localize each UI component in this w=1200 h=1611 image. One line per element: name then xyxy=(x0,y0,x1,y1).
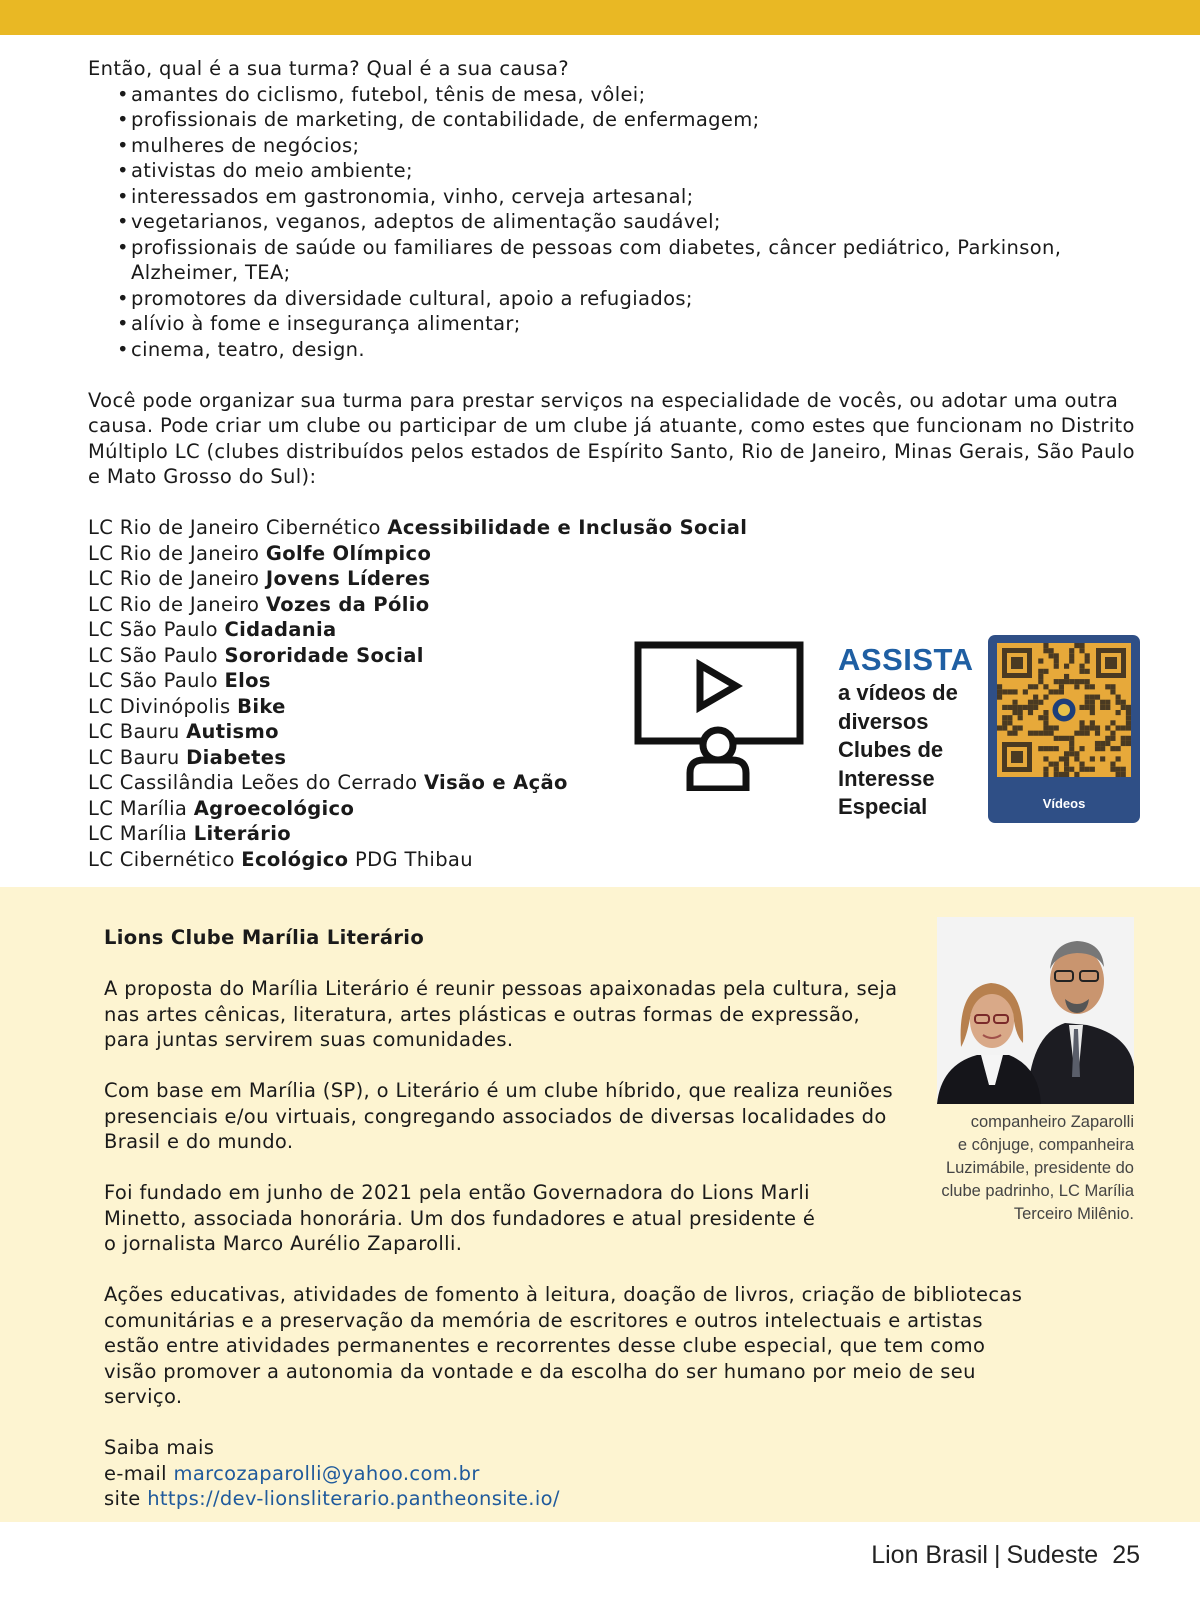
email-label: e-mail xyxy=(104,1461,167,1485)
club-location: LC São Paulo xyxy=(88,618,218,641)
photo-caption xyxy=(900,1111,1134,1226)
feature-paragraph: A proposta do Marília Literário é reunir pessoas apaixonadas pela cultura, seja nas artes cênicas, literatura, artes plásticas e outras formas de expressão, para juntas servirem suas comunidades. xyxy=(104,977,898,1051)
club-specialty: Diabetes xyxy=(186,745,287,769)
saiba-mais: Saiba mais xyxy=(104,1436,215,1459)
region-name: Sudeste xyxy=(1006,1541,1099,1569)
club-specialty: Vozes da Pólio xyxy=(265,592,430,616)
club-specialty: Bike xyxy=(237,694,286,718)
cause-item: • cinema, teatro, design. xyxy=(88,337,1148,363)
footer-separator: | xyxy=(993,1541,1001,1569)
organize-paragraph: Você pode organizar sua turma para prestar serviços na especialidade de vocês, ou adotar uma outra causa. Pode criar um clube ou participar de um clube já atuante, como estes que funcionam no Distrito Múltiplo LC (clubes distribuídos pelos estados de Espírito Santo, Rio de Janeiro, Minas Gerais, São Paulo e Mato Grosso do Sul): xyxy=(88,388,1135,488)
magazine-name: Lion Brasil xyxy=(871,1541,988,1569)
cause-item: • ativistas do meio ambiente; xyxy=(88,158,1148,184)
club-specialty: Golfe Olímpico xyxy=(265,541,432,565)
club-item xyxy=(88,515,1148,541)
assista-line: Especial xyxy=(838,794,928,819)
caption-line: clube padrinho, LC Marília xyxy=(941,1182,1134,1200)
club-location: LC Marília xyxy=(88,822,188,845)
club-specialty: Visão e Ação xyxy=(423,771,568,794)
club-item xyxy=(88,566,1148,592)
cause-item: • mulheres de negócios; xyxy=(88,133,1148,159)
assista-line: Interesse xyxy=(838,765,935,791)
club-location: LC Rio de Janeiro xyxy=(88,567,260,590)
club-location: LC Bauru xyxy=(88,720,180,743)
club-location: LC Bauru xyxy=(88,745,180,769)
club-item xyxy=(88,592,1148,618)
video-person-icon xyxy=(634,641,810,791)
club-location: LC Cassilândia Leões do Cerrado xyxy=(88,771,418,794)
club-specialty: Elos xyxy=(224,669,271,692)
intro-question: Então, qual é a sua turma? Qual é a sua causa? xyxy=(88,57,569,80)
feature-paragraph: Com base em Marília (SP), o Literário é um clube híbrido, que realiza reuniões presenciais e/ou virtuais, congregando associados de diversas localidades do Brasil e do mundo. xyxy=(104,1079,894,1153)
site-link[interactable]: https://dev-lionsliterario.pantheonsite.io/ xyxy=(147,1487,560,1510)
club-item xyxy=(88,847,1148,873)
qr-label: Vídeos xyxy=(1042,796,1086,811)
cause-item: • profissionais de saúde ou familiares de pessoas com diabetes, câncer pediátrico, Parkinson, Alzheimer, TEA; xyxy=(88,235,1148,286)
feature-paragraph: Ações educativas, atividades de fomento à leitura, doação de livros, criação de bibliotecas comunitárias e a preservação da memória de escritores e outros intelectuais e artistas estão entre atividades permanentes e recorrentes desse clube especial, que tem como visão promover a autonomia da vontade e da escolha do ser humano por meio de seu serviço. xyxy=(104,1283,1023,1408)
club-specialty: Jovens Líderes xyxy=(265,567,431,590)
assista-text xyxy=(838,641,988,822)
cause-item: • vegetarianos, veganos, adeptos de alimentação saudável; xyxy=(88,209,1148,235)
club-item xyxy=(88,541,1148,567)
cause-item: • alívio à fome e insegurança alimentar; xyxy=(88,311,1148,337)
assista-section xyxy=(634,631,1154,831)
site-line xyxy=(104,1486,934,1512)
caption-line: companheiro Zaparolli xyxy=(970,1113,1134,1131)
club-specialty: Ecológico xyxy=(241,847,349,871)
club-location: LC Rio de Janeiro xyxy=(88,592,260,616)
qr-code-icon[interactable] xyxy=(997,643,1131,777)
club-specialty: Acessibilidade e Inclusão Social xyxy=(387,516,748,539)
club-specialty: Sororidade Social xyxy=(224,643,424,667)
club-location: LC Cibernético xyxy=(88,847,235,871)
site-label: site xyxy=(104,1487,141,1510)
page-number: 25 xyxy=(1112,1541,1140,1569)
caption-line: Luzimábile, presidente do xyxy=(945,1159,1134,1177)
caption-line: e cônjuge, companheira xyxy=(957,1136,1134,1154)
club-specialty: Literário xyxy=(193,822,292,845)
assista-line: Clubes de xyxy=(838,737,944,762)
club-specialty: Autismo xyxy=(186,720,279,743)
caption-line: Terceiro Milênio. xyxy=(1013,1205,1134,1223)
email-link[interactable]: marcozaparolli@yahoo.com.br xyxy=(173,1461,480,1485)
top-accent-bar xyxy=(0,0,1200,35)
club-location: LC Marília xyxy=(88,796,188,820)
cause-item: • profissionais de marketing, de contabilidade, de enfermagem; xyxy=(88,107,1148,133)
assista-line: a vídeos de xyxy=(838,680,958,705)
cause-list xyxy=(88,82,1148,363)
email-line xyxy=(104,1461,934,1487)
club-location: LC Divinópolis xyxy=(88,694,231,718)
assista-line: diversos xyxy=(838,708,929,734)
club-specialty: Agroecológico xyxy=(193,796,355,820)
club-location: LC São Paulo xyxy=(88,643,218,667)
feature-text xyxy=(104,925,1023,1512)
assista-title: ASSISTA xyxy=(838,642,974,677)
club-specialty: Cidadania xyxy=(224,618,337,641)
club-location: LC Rio de Janeiro xyxy=(88,541,260,565)
feature-paragraph: Foi fundado em junho de 2021 pela então Governadora do Lions Marli Minetto, associada honorária. Um dos fundadores e atual presidente é o jornalista Marco Aurélio Zaparolli. xyxy=(104,1181,816,1255)
club-extra: PDG Thibau xyxy=(354,847,473,871)
club-location: LC São Paulo xyxy=(88,669,218,692)
page-footer xyxy=(871,1541,1140,1570)
qr-code-card[interactable] xyxy=(988,635,1140,823)
couple-photo xyxy=(937,917,1134,1104)
feature-title: Lions Clube Marília Literário xyxy=(104,926,425,949)
cause-item: • amantes do ciclismo, futebol, tênis de mesa, vôlei; xyxy=(88,82,1148,108)
club-location: LC Rio de Janeiro Cibernético xyxy=(88,516,381,539)
cause-item: • promotores da diversidade cultural, apoio a refugiados; xyxy=(88,286,1148,312)
club-feature-box xyxy=(0,887,1200,1522)
cause-item: • interessados em gastronomia, vinho, cerveja artesanal; xyxy=(88,184,1148,210)
